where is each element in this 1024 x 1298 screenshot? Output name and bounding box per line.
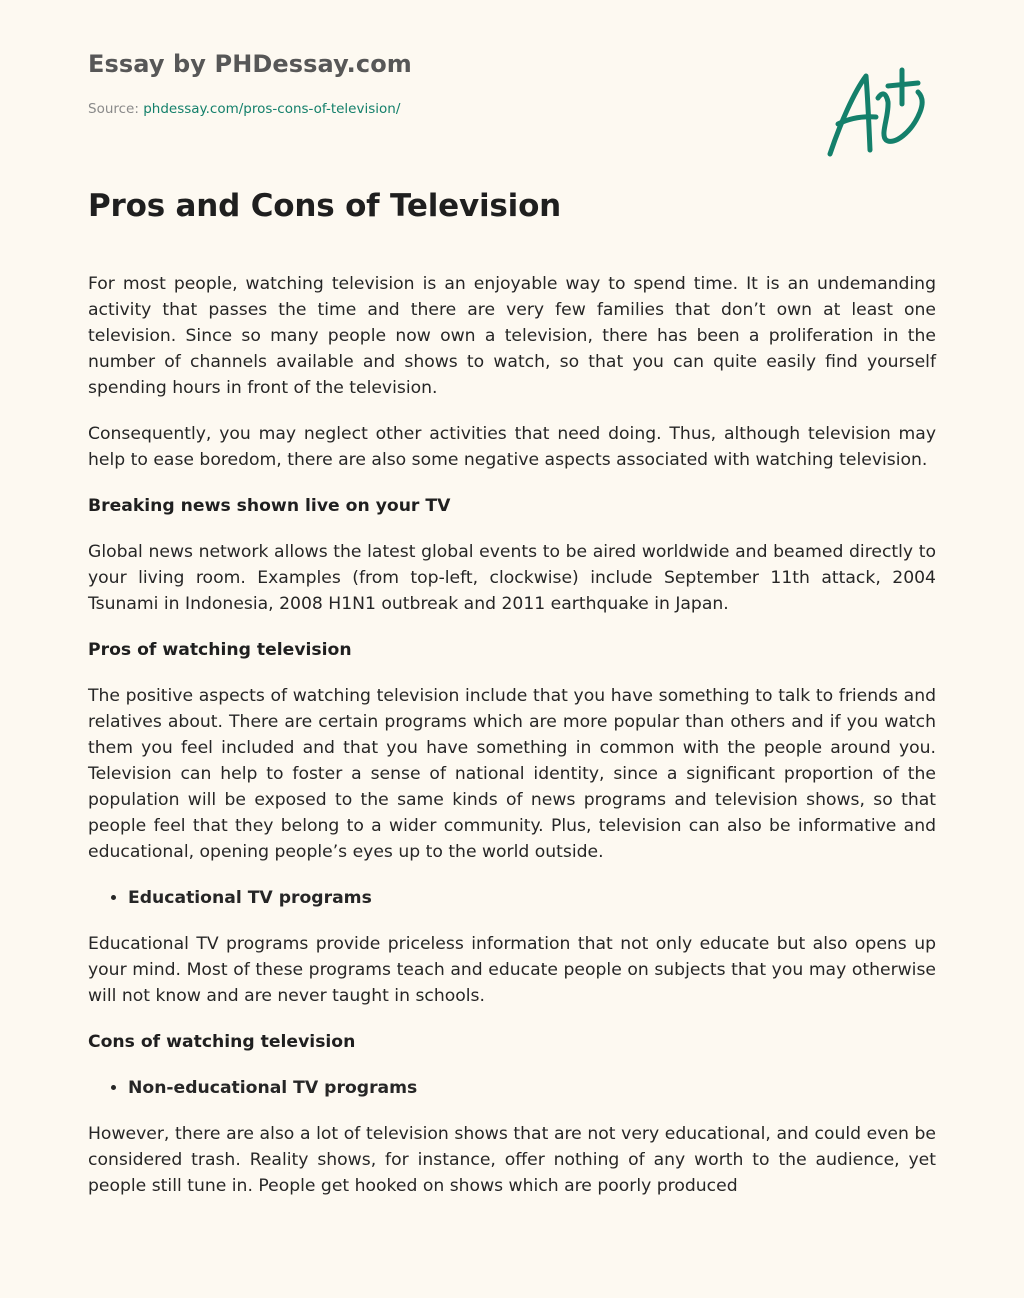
- non-educational-list: [88, 1075, 936, 1101]
- educational-paragraph: Educational TV programs provide priceless information that not only educate but also opens up your mind. Most of these programs teach and educate people on subjects that you may otherwise will not know and are never taught in schools.: [88, 934, 936, 1006]
- non-educational-bullet: • Non-educational TV programs: [128, 1075, 936, 1101]
- breaking-news-paragraph: Global news network allows the latest global events to be aired worldwide and beamed directly to your living room. Examples (from top-left, clockwise) include September 11th attack, 2004 Tsunami in Indonesia, 2008 H1N1 outbreak and 2011 earthquake in Japan.: [88, 542, 936, 614]
- pros-heading: Pros of watching television: [88, 640, 352, 660]
- a-plus-logo-icon: [822, 62, 930, 162]
- pros-paragraph: The positive aspects of watching television include that you have something to talk to friends and relatives about. There are certain programs which are more popular than others and if you watch them you feel included and that you have something in common with the people around you. Television can help to foster a sense of national identity, since a significant proportion of the population will be exposed to the same kinds of news programs and television shows, so that people feel that they belong to a wider community. Plus, television can also be informative and educational, opening people’s eyes up to the world outside.: [88, 686, 936, 862]
- breaking-news-heading: Breaking news shown live on your TV: [88, 496, 451, 516]
- source-label: Source:: [88, 101, 144, 117]
- educational-list: [88, 885, 936, 911]
- cons-paragraph: However, there are also a lot of television shows that are not very educational, and could even be considered trash. Reality shows, for instance, offer nothing of any worth to the audience, yet people still tune in. People get hooked on shows which are poorly produced: [88, 1124, 936, 1196]
- site-title: Essay by PHDessay.com: [88, 50, 412, 78]
- cons-heading: Cons of watching television: [88, 1032, 356, 1052]
- essay-title: Pros and Cons of Television: [88, 188, 562, 224]
- educational-bullet: • Educational TV programs: [128, 885, 936, 911]
- intro-paragraph-2: Consequently, you may neglect other activities that need doing. Thus, although television may help to ease boredom, there are also some negative aspects associated with watching television.: [88, 424, 936, 470]
- intro-paragraph-1: For most people, watching television is an enjoyable way to spend time. It is an undemanding activity that passes the time and there are very few families that don’t own at least one television. Since so many people now own a television, there has been a proliferation in the number of channels available and shows to watch, so that you can quite easily find yourself spending hours in front of the television.: [88, 274, 936, 398]
- source-line: [88, 101, 400, 117]
- source-link[interactable]: phdessay.com/pros-cons-of-television/: [143, 101, 401, 117]
- essay-body: [88, 271, 936, 1219]
